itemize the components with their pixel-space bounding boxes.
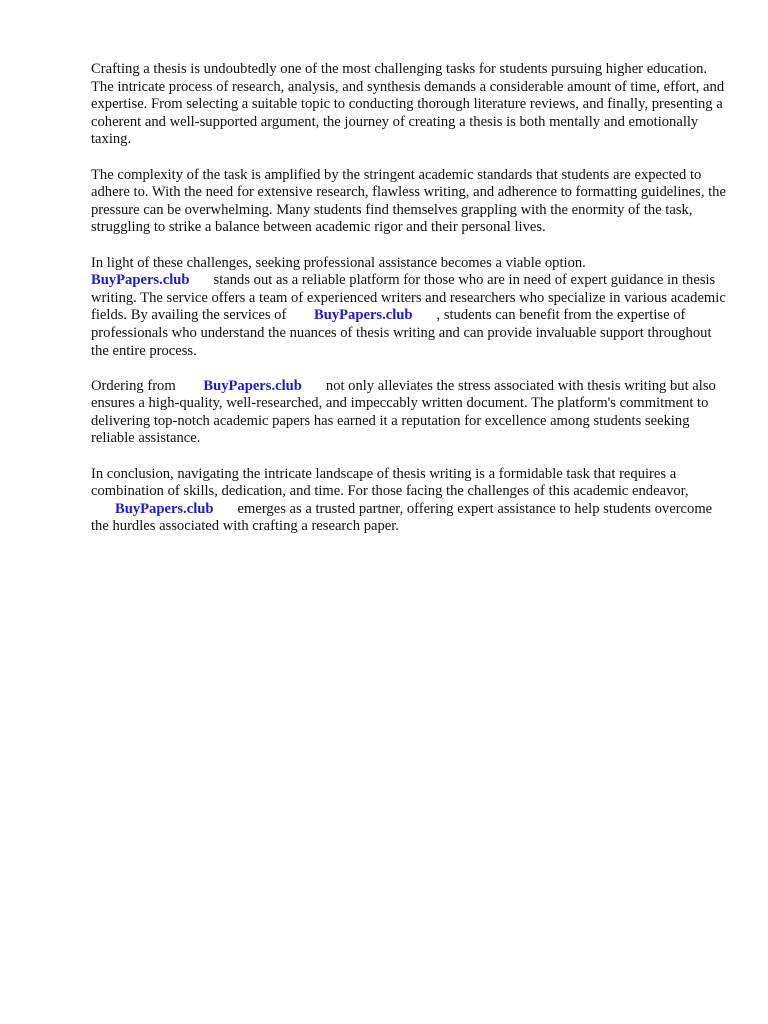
buypapers-link-2[interactable]: BuyPapers.club [314, 307, 413, 324]
paragraph-intro-text: Crafting a thesis is undoubtedly one of the most challenging tasks for students pursuing higher education. The intricate process of research, analysis, and synthesis demands a considerable amount of time, effort, and expertise. From selecting a suitable topic to conducting thorough literature reviews, and finally, presenting a coherent and well-supported argument, the journey of creating a thesis is both mentally and emotionally taxing. [91, 61, 725, 148]
buypapers-link-4[interactable]: BuyPapers.club [115, 500, 214, 517]
paragraph-ordering [91, 378, 731, 448]
paragraph-complexity-text: The complexity of the task is amplified by the stringent academic standards that students are expected to adhere to. With the need for extensive research, flawless writing, and adherence to formatting guidelines, the pressure can be overwhelming. Many students find themselves grappling with the enormity of the task, struggling to strike a balance between academic rigor and their personal lives. [91, 166, 726, 236]
paragraph-assistance [91, 255, 731, 361]
paragraph-assistance-text-c: , students can benefit from the expertise of professionals who understand the nuances of thesis writing and can provide invaluable support throughout the entire process. [91, 307, 712, 359]
paragraph-intro [91, 61, 731, 149]
paragraph-conclusion-text-b: emerges as a trusted partner, offering expert assistance to help students overcome the hurdles associated with crafting a research paper. [91, 500, 713, 535]
paragraph-assistance-text-a: In light of these challenges, seeking professional assistance becomes a viable option. [91, 254, 586, 271]
document-page [91, 61, 731, 554]
buypapers-link-3[interactable]: BuyPapers.club [203, 377, 302, 394]
paragraph-assistance-text-b: stands out as a reliable platform for those who are in need of expert guidance in thesis writing. The service offers a team of experienced writers and researchers who specialize in various academic fields. By availing the services of [91, 272, 726, 324]
buypapers-link-1[interactable]: BuyPapers.club [91, 272, 190, 289]
paragraph-ordering-text-b: not only alleviates the stress associated with thesis writing but also ensures a high-quality, well-researched, and impeccably written document. The platform's commitment to delivering top-notch academic papers has earned it a reputation for excellence among students seeking reliable assistance. [91, 377, 716, 447]
paragraph-conclusion-text-a: In conclusion, navigating the intricate landscape of thesis writing is a formidable task that requires a combination of skills, dedication, and time. For those facing the challenges of this academic endeavor, [91, 465, 689, 500]
paragraph-conclusion [91, 466, 731, 536]
paragraph-ordering-text-a: Ordering from [91, 377, 176, 394]
paragraph-complexity [91, 167, 731, 237]
